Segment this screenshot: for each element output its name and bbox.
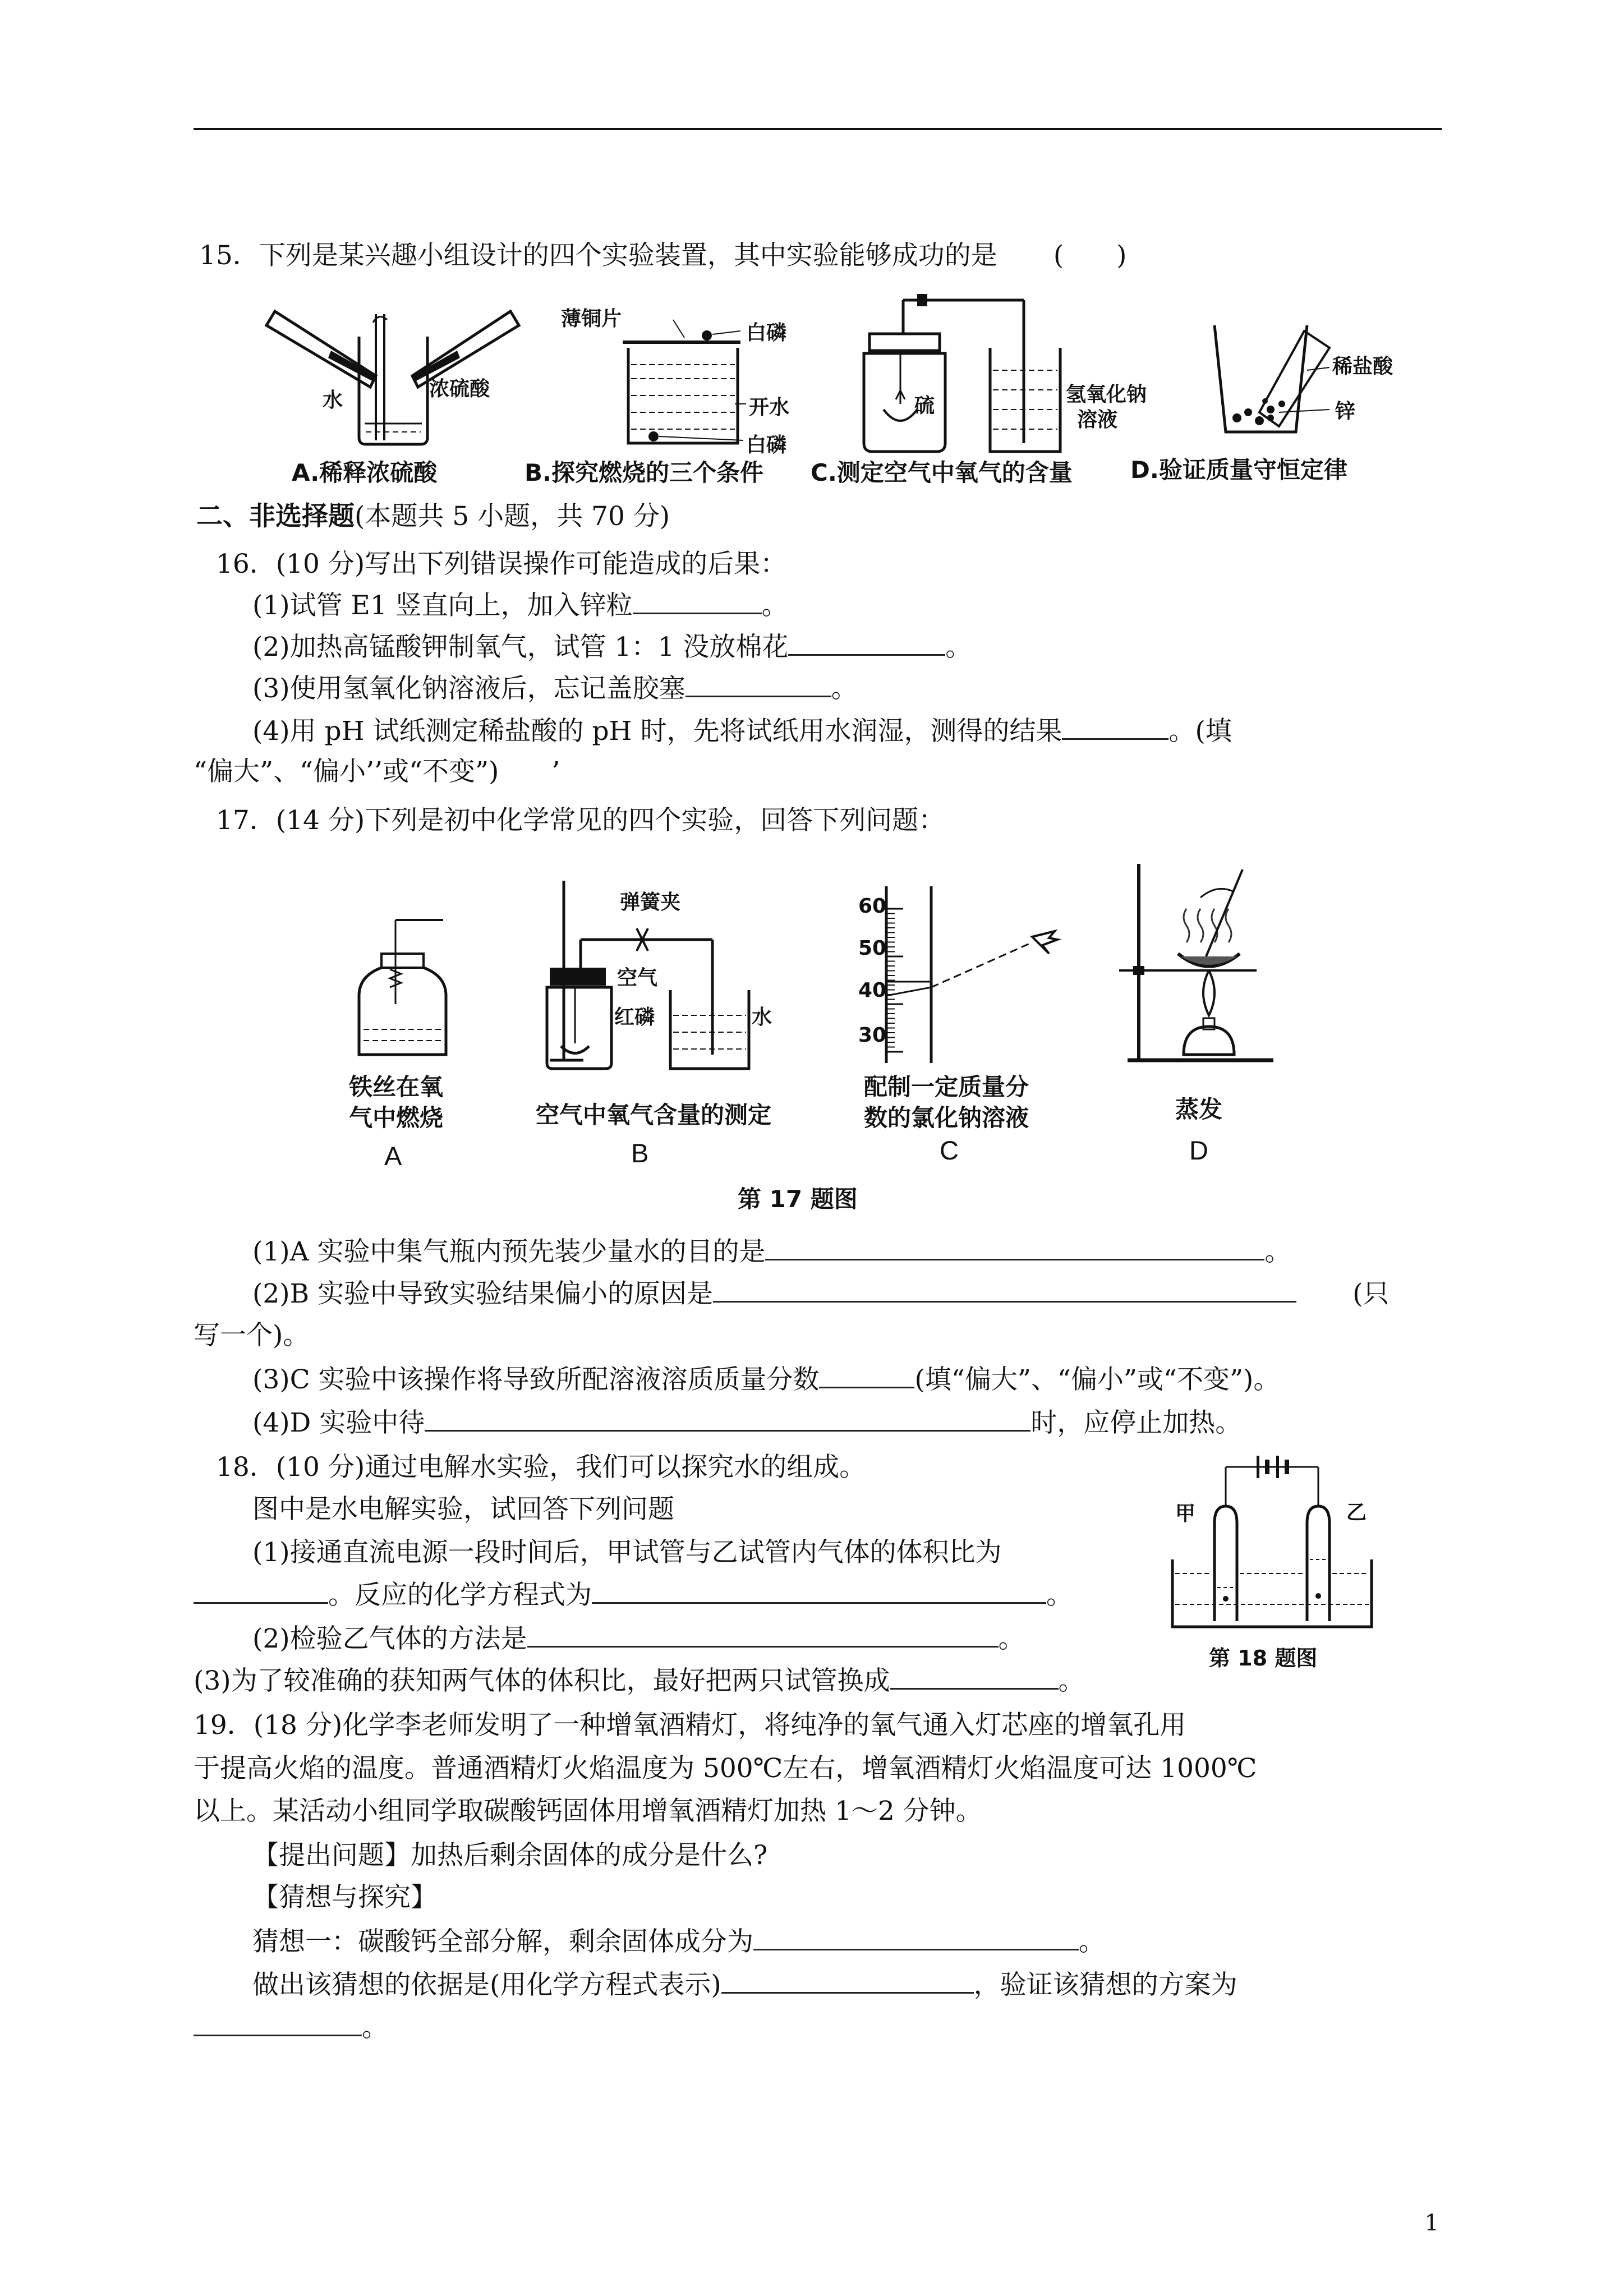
caption-17a-2: 气中燃烧 bbox=[349, 1104, 444, 1131]
q16-item-4: (4)用 pH 试纸测定稀盐酸的 pH 时，先将试纸用水润湿，测得的结果 。(填 bbox=[252, 714, 1232, 749]
q17-answer-4[interactable] bbox=[425, 1405, 1030, 1432]
q17-item-1: (1)A 实验中集气瓶内预先装少量水的目的是 。 bbox=[252, 1234, 1291, 1269]
label-tube-jia: 甲 bbox=[1175, 1502, 1196, 1525]
answer-paren[interactable]: ( ) bbox=[1053, 240, 1127, 271]
q19-basis-cont: 。 bbox=[194, 2010, 388, 2045]
figure-electrolysis bbox=[1167, 1453, 1374, 1632]
page-number: 1 bbox=[1424, 2210, 1439, 2236]
q16-stem: 16．(10 分)写出下列错误操作可能造成的后果： bbox=[216, 549, 787, 579]
q16-item-3: (3)使用氢氧化钠溶液后，忘记盖胶塞 。 bbox=[252, 671, 858, 706]
label-dilute-hcl: 稀盐酸 bbox=[1332, 355, 1393, 378]
label-naoh-1: 氢氧化钠 bbox=[1066, 383, 1147, 406]
q19-answer-1[interactable] bbox=[753, 1924, 1079, 1950]
caption-d: D.验证质量守恒定律 bbox=[1130, 456, 1347, 484]
caption-b: B.探究燃烧的三个条件 bbox=[525, 459, 763, 486]
label-white-phosphorus-bottom: 白磷 bbox=[746, 434, 787, 457]
q17-item-2-cont: 写一个)。 bbox=[194, 1320, 310, 1351]
section-2-heading: 二、非选择题(本题共 5 小题，共 70 分) bbox=[196, 501, 670, 532]
q19-guess-1: 猜想一：碳酸钙全部分解，剩余固体成分为 。 bbox=[252, 1924, 1105, 1959]
q16-item-4-cont: “偏大”、“偏小’’或“不变”) ’ bbox=[194, 756, 560, 787]
figure-iron-wire bbox=[348, 903, 460, 1071]
q17-answer-3[interactable] bbox=[819, 1362, 914, 1388]
q17-figure-title: 第 17 题图 bbox=[738, 1185, 858, 1213]
label-sulfur: 硫 bbox=[914, 394, 935, 417]
q19-question: 【提出问题】加热后剩余固体的成分是什么? bbox=[252, 1840, 768, 1871]
caption-17d: 蒸发 bbox=[1175, 1096, 1223, 1123]
q18-item-2: (2)检验乙气体的方法是 。 bbox=[252, 1621, 1025, 1657]
q17-item-3: (3)C 实验中该操作将导致所配溶液溶质质量分数 (填“偏大”、“偏小”或“不变”)。 bbox=[252, 1362, 1280, 1397]
q16-item-2: (2)加热高锰酸钾制氧气，试管 1：1 没放棉花 。 bbox=[252, 629, 972, 665]
label-spring-clip: 弹簧夹 bbox=[620, 891, 681, 914]
evaporation-drawing bbox=[1116, 858, 1301, 1066]
q19-line-1: 19．(18 分)化学李老师发明了一种增氧酒精灯，将纯净的氧气通入灯芯座的增氧孔用 bbox=[194, 1710, 1186, 1741]
q18-item-1-cont: 。反应的化学方程式为 。 bbox=[194, 1577, 1073, 1613]
mass-conservation-drawing bbox=[1209, 320, 1400, 449]
q17-answer-1[interactable] bbox=[765, 1234, 1264, 1260]
q17-stem: 17．(14 分)下列是初中化学常见的四个实验，回答下列问题： bbox=[216, 805, 945, 836]
iron-wire-drawing bbox=[348, 903, 460, 1071]
q18-figure-title: 第 18 题图 bbox=[1209, 1646, 1318, 1671]
label-water: 水 bbox=[323, 389, 343, 412]
figure-graduated-cylinder bbox=[858, 875, 1088, 1066]
label-air: 空气 bbox=[617, 967, 658, 990]
electrolysis-drawing bbox=[1167, 1453, 1374, 1632]
tick-label-40: 40 bbox=[858, 979, 887, 1002]
caption-17a-1: 铁丝在氧 bbox=[349, 1073, 444, 1101]
q19-basis: 做出该猜想的依据是(用化学方程式表示) ，验证该猜想的方案为 bbox=[252, 1967, 1237, 2003]
q19-guess-heading: 【猜想与探究】 bbox=[252, 1882, 437, 1913]
label-copper-sheet: 薄铜片 bbox=[561, 307, 622, 330]
figure-oxygen-measurement bbox=[533, 875, 785, 1071]
label-hot-water: 开水 bbox=[749, 396, 790, 419]
q18-answer-2[interactable] bbox=[527, 1621, 999, 1648]
q18-item-3: (3)为了较准确的获知两气体的体积比，最好把两只试管换成 。 bbox=[194, 1663, 1085, 1699]
letter-17d: D bbox=[1189, 1135, 1208, 1165]
caption-17b: 空气中氧气含量的测定 bbox=[536, 1101, 772, 1129]
figure-combustion bbox=[555, 303, 802, 457]
q16-answer-4[interactable] bbox=[1062, 714, 1168, 740]
q15-stem: 15．下列是某兴趣小组设计的四个实验装置，其中实验能够成功的是 ( ) bbox=[199, 240, 1127, 271]
caption-17c-1: 配制一定质量分 bbox=[864, 1073, 1029, 1101]
q16-answer-1[interactable] bbox=[633, 588, 762, 614]
label-naoh-2: 溶液 bbox=[1077, 408, 1118, 431]
q16-answer-3[interactable] bbox=[686, 671, 831, 697]
q18-stem: 18．(10 分)通过电解水实验，我们可以探究水的组成。 bbox=[216, 1452, 866, 1483]
q18-answer-equation[interactable] bbox=[592, 1577, 1046, 1604]
figure-mass-conservation bbox=[1209, 320, 1400, 449]
label-water-17b: 水 bbox=[752, 1006, 772, 1029]
q19-line-3: 以上。某活动小组同学取碳酸钙固体用增氧酒精灯加热 1～2 分钟。 bbox=[194, 1796, 982, 1826]
q19-answer-equation[interactable] bbox=[721, 1967, 974, 1994]
q18-line-2: 图中是水电解实验，试回答下列问题 bbox=[252, 1494, 674, 1525]
figure-oxygen-content bbox=[844, 292, 1153, 454]
label-conc-acid: 浓硫酸 bbox=[429, 378, 490, 401]
letter-17c: C bbox=[940, 1135, 959, 1165]
label-zinc: 锌 bbox=[1335, 400, 1356, 423]
q18-answer-ratio[interactable] bbox=[194, 1577, 328, 1604]
cylinder-drawing bbox=[864, 875, 1088, 1066]
q17-item-4: (4)D 实验中待 时，应停止加热。 bbox=[252, 1405, 1241, 1441]
label-tube-yi: 乙 bbox=[1346, 1501, 1367, 1524]
q19-line-2: 于提高火焰的温度。普通酒精灯火焰温度为 500℃左右，增氧酒精灯火焰温度可达 1000℃ bbox=[194, 1753, 1257, 1784]
header-rule bbox=[194, 128, 1442, 130]
tick-label-60: 60 bbox=[858, 895, 887, 918]
letter-17b: B bbox=[631, 1138, 649, 1168]
caption-c: C.测定空气中氧气的含量 bbox=[811, 459, 1073, 486]
q16-answer-2[interactable] bbox=[788, 629, 945, 656]
label-red-phosphorus: 红磷 bbox=[614, 1006, 655, 1029]
q17-answer-2[interactable] bbox=[713, 1276, 1296, 1303]
q18-item-1: (1)接通直流电源一段时间后，甲试管与乙试管内气体的体积比为 bbox=[252, 1537, 1002, 1568]
label-white-phosphorus-top: 白磷 bbox=[746, 321, 787, 344]
caption-a: A.稀释浓硫酸 bbox=[292, 459, 438, 486]
q18-answer-3[interactable] bbox=[890, 1663, 1059, 1690]
letter-17a: A bbox=[384, 1141, 402, 1171]
tick-label-30: 30 bbox=[858, 1024, 887, 1047]
tick-label-50: 50 bbox=[858, 937, 887, 960]
q16-item-1: (1)试管 E1 竖直向上，加入锌粒 。 bbox=[252, 588, 788, 623]
q17-item-2: (2)B 实验中导致实验结果偏小的原因是 (只 bbox=[252, 1276, 1389, 1312]
figure-evaporation bbox=[1116, 858, 1301, 1066]
caption-17c-2: 数的氯化钠溶液 bbox=[864, 1104, 1029, 1131]
q19-answer-plan[interactable] bbox=[194, 2010, 362, 2036]
